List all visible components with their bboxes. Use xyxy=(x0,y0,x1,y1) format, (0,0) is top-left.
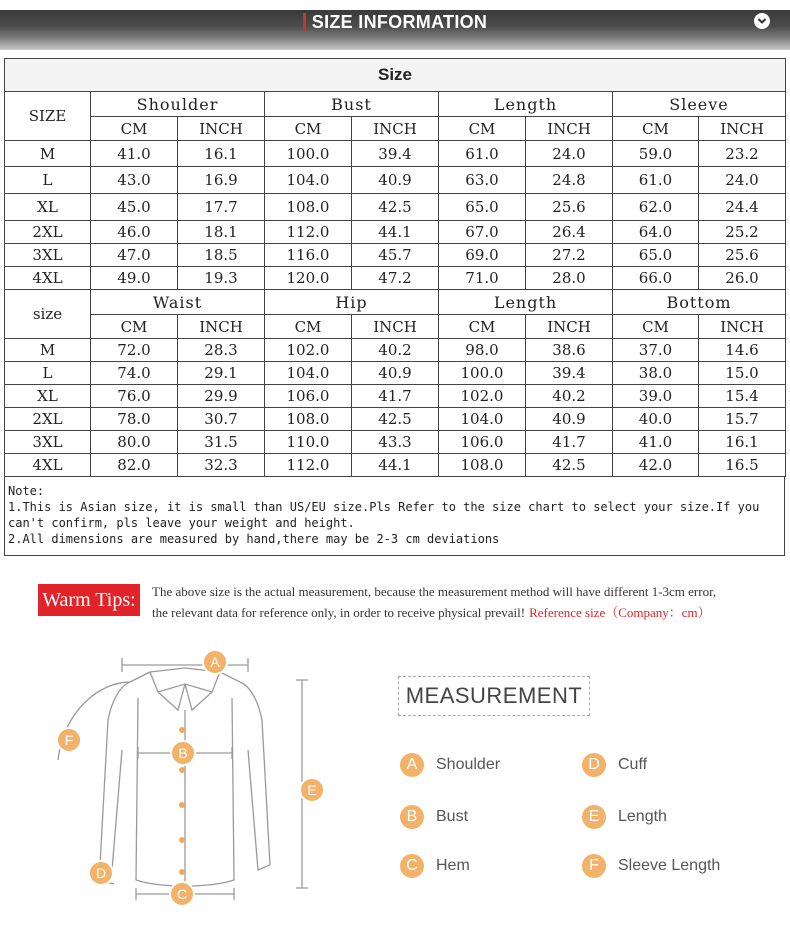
table-unit-row xyxy=(5,315,786,339)
size-cell: 4XL xyxy=(5,454,91,477)
size-cell: 4XL xyxy=(5,267,91,290)
value-cell: 16.1 xyxy=(699,431,786,454)
value-cell: 102.0 xyxy=(439,385,526,408)
marker-d xyxy=(89,861,113,885)
value-cell: 39.0 xyxy=(613,385,699,408)
svg-text:B: B xyxy=(178,745,188,761)
unit-header: INCH xyxy=(178,315,265,339)
unit-header: CM xyxy=(265,117,352,141)
value-cell: 108.0 xyxy=(439,454,526,477)
value-cell: 16.1 xyxy=(178,141,265,167)
banner-title-text: SIZE INFORMATION xyxy=(311,12,488,32)
value-cell: 61.0 xyxy=(439,141,526,167)
shirt-diagram xyxy=(40,640,360,922)
measurement-title: MEASUREMENT xyxy=(398,676,590,716)
measurement-group-header: Hip xyxy=(265,290,439,315)
unit-header: INCH xyxy=(352,315,439,339)
letter-e-icon: E xyxy=(582,805,606,829)
value-cell: 41.7 xyxy=(526,431,613,454)
unit-header: INCH xyxy=(699,315,786,339)
value-cell: 14.6 xyxy=(699,339,786,362)
legend-label: Shoulder xyxy=(436,756,501,773)
svg-text:C: C xyxy=(176,886,188,902)
value-cell: 66.0 xyxy=(613,267,699,290)
legend-label: Cuff xyxy=(618,756,648,773)
legend-item-sleeve-length xyxy=(582,852,720,880)
value-cell: 49.0 xyxy=(91,267,178,290)
size-column-header: SIZE xyxy=(5,92,91,141)
legend-item-shoulder xyxy=(400,751,500,779)
size-cell: 2XL xyxy=(5,408,91,431)
table-row xyxy=(5,221,786,244)
header-banner xyxy=(0,0,790,50)
value-cell: 26.4 xyxy=(526,221,613,244)
value-cell: 17.7 xyxy=(178,194,265,221)
value-cell: 47.0 xyxy=(91,244,178,267)
table-row xyxy=(5,141,786,167)
measurement-group-header: Length xyxy=(439,290,613,315)
unit-header: INCH xyxy=(352,117,439,141)
marker-f xyxy=(57,728,81,752)
table-header-row xyxy=(5,290,786,315)
legend-item-hem xyxy=(400,852,470,880)
table-row xyxy=(5,385,786,408)
value-cell: 25.6 xyxy=(699,244,786,267)
value-cell: 41.0 xyxy=(91,141,178,167)
value-cell: 42.5 xyxy=(352,194,439,221)
value-cell: 47.2 xyxy=(352,267,439,290)
value-cell: 112.0 xyxy=(265,221,352,244)
value-cell: 106.0 xyxy=(265,385,352,408)
table-row xyxy=(5,167,786,194)
value-cell: 116.0 xyxy=(265,244,352,267)
measurement-group-header: Length xyxy=(439,92,613,117)
size-cell: 2XL xyxy=(5,221,91,244)
chevron-down-icon[interactable] xyxy=(754,13,770,29)
table-row xyxy=(5,454,786,477)
value-cell: 39.4 xyxy=(526,362,613,385)
marker-c xyxy=(170,882,194,906)
size-table-wrapper xyxy=(4,58,785,556)
table-header-row xyxy=(5,92,786,117)
value-cell: 100.0 xyxy=(265,141,352,167)
marker-a xyxy=(203,650,227,674)
warm-tips-line2-text: the relevant data for reference only, in order to receive physical prevail! xyxy=(152,605,526,620)
value-cell: 63.0 xyxy=(439,167,526,194)
measurement-group-header: Sleeve xyxy=(613,92,786,117)
value-cell: 29.1 xyxy=(178,362,265,385)
value-cell: 40.9 xyxy=(352,167,439,194)
size-column-header: size xyxy=(5,290,91,339)
value-cell: 45.0 xyxy=(91,194,178,221)
value-cell: 15.0 xyxy=(699,362,786,385)
value-cell: 64.0 xyxy=(613,221,699,244)
unit-header: INCH xyxy=(526,117,613,141)
warm-tips-badge: Warm Tips: xyxy=(38,584,140,616)
value-cell: 25.6 xyxy=(526,194,613,221)
note-item: 1.This is Asian size, it is small than US/EU size.Pls Refer to the size chart to select your size.If you can't confirm, pls leave your weight and height. xyxy=(8,500,760,530)
value-cell: 100.0 xyxy=(439,362,526,385)
value-cell: 108.0 xyxy=(265,194,352,221)
value-cell: 104.0 xyxy=(265,167,352,194)
size-cell: XL xyxy=(5,194,91,221)
measurement-group-header: Bust xyxy=(265,92,439,117)
legend-label: Sleeve Length xyxy=(618,857,721,874)
value-cell: 16.5 xyxy=(699,454,786,477)
svg-text:E: E xyxy=(307,782,317,798)
value-cell: 106.0 xyxy=(439,431,526,454)
value-cell: 39.4 xyxy=(352,141,439,167)
value-cell: 108.0 xyxy=(265,408,352,431)
value-cell: 65.0 xyxy=(439,194,526,221)
value-cell: 40.0 xyxy=(613,408,699,431)
measurement-group-header: Shoulder xyxy=(91,92,265,117)
measurement-group-header: Waist xyxy=(91,290,265,315)
value-cell: 78.0 xyxy=(91,408,178,431)
size-cell: XL xyxy=(5,385,91,408)
value-cell: 40.2 xyxy=(526,385,613,408)
size-cell: L xyxy=(5,362,91,385)
value-cell: 61.0 xyxy=(613,167,699,194)
value-cell: 71.0 xyxy=(439,267,526,290)
size-cell: 3XL xyxy=(5,244,91,267)
table-row xyxy=(5,267,786,290)
value-cell: 44.1 xyxy=(352,221,439,244)
value-cell: 26.0 xyxy=(699,267,786,290)
value-cell: 32.3 xyxy=(178,454,265,477)
unit-header: INCH xyxy=(178,117,265,141)
legend-item-cuff xyxy=(582,751,647,779)
value-cell: 102.0 xyxy=(265,339,352,362)
value-cell: 67.0 xyxy=(439,221,526,244)
value-cell: 76.0 xyxy=(91,385,178,408)
value-cell: 38.6 xyxy=(526,339,613,362)
table-notes xyxy=(4,477,785,556)
value-cell: 41.0 xyxy=(613,431,699,454)
value-cell: 110.0 xyxy=(265,431,352,454)
value-cell: 30.7 xyxy=(178,408,265,431)
title-accent-bar xyxy=(303,13,306,31)
value-cell: 112.0 xyxy=(265,454,352,477)
note-item: 2.All dimensions are measured by hand,there may be 2-3 cm deviations xyxy=(8,532,500,546)
value-cell: 24.0 xyxy=(699,167,786,194)
value-cell: 42.5 xyxy=(526,454,613,477)
value-cell: 120.0 xyxy=(265,267,352,290)
value-cell: 44.1 xyxy=(352,454,439,477)
legend-label: Bust xyxy=(436,808,469,825)
value-cell: 31.5 xyxy=(178,431,265,454)
value-cell: 38.0 xyxy=(613,362,699,385)
banner-title xyxy=(0,12,790,33)
shirt-illustration xyxy=(40,640,360,922)
value-cell: 43.0 xyxy=(91,167,178,194)
size-cell: L xyxy=(5,167,91,194)
table-unit-row xyxy=(5,117,786,141)
value-cell: 69.0 xyxy=(439,244,526,267)
value-cell: 15.7 xyxy=(699,408,786,431)
letter-f-icon: F xyxy=(582,854,606,878)
table-row xyxy=(5,408,786,431)
marker-b xyxy=(171,741,195,765)
value-cell: 28.3 xyxy=(178,339,265,362)
value-cell: 46.0 xyxy=(91,221,178,244)
table-row xyxy=(5,339,786,362)
svg-text:D: D xyxy=(95,865,107,881)
legend-item-bust xyxy=(400,803,468,831)
unit-header: CM xyxy=(613,117,699,141)
size-cell: M xyxy=(5,141,91,167)
value-cell: 27.2 xyxy=(526,244,613,267)
value-cell: 23.2 xyxy=(699,141,786,167)
letter-c-icon: C xyxy=(400,854,424,878)
value-cell: 65.0 xyxy=(613,244,699,267)
value-cell: 24.8 xyxy=(526,167,613,194)
svg-text:F: F xyxy=(64,732,74,748)
warm-tips xyxy=(38,584,778,624)
warm-tips-line2 xyxy=(152,602,711,621)
value-cell: 40.2 xyxy=(352,339,439,362)
value-cell: 72.0 xyxy=(91,339,178,362)
warm-tips-line1: The above size is the actual measurement, because the measurement method will have different 1-3cm error, xyxy=(152,584,717,599)
reference-size-note: Reference size（Company：cm） xyxy=(529,605,711,620)
size-table xyxy=(4,58,786,477)
size-table-body xyxy=(5,59,786,477)
value-cell: 37.0 xyxy=(613,339,699,362)
legend-label: Length xyxy=(618,808,667,825)
unit-header: CM xyxy=(439,315,526,339)
value-cell: 74.0 xyxy=(91,362,178,385)
size-cell: M xyxy=(5,339,91,362)
unit-header: CM xyxy=(439,117,526,141)
note-heading: Note: xyxy=(8,484,45,498)
table-row xyxy=(5,244,786,267)
size-cell: 3XL xyxy=(5,431,91,454)
unit-header: CM xyxy=(265,315,352,339)
value-cell: 43.3 xyxy=(352,431,439,454)
value-cell: 98.0 xyxy=(439,339,526,362)
value-cell: 80.0 xyxy=(91,431,178,454)
value-cell: 18.1 xyxy=(178,221,265,244)
legend-label: Hem xyxy=(436,857,470,874)
letter-a-icon: A xyxy=(400,753,424,777)
value-cell: 42.0 xyxy=(613,454,699,477)
table-row xyxy=(5,431,786,454)
value-cell: 40.9 xyxy=(352,362,439,385)
unit-header: CM xyxy=(91,117,178,141)
value-cell: 16.9 xyxy=(178,167,265,194)
value-cell: 15.4 xyxy=(699,385,786,408)
value-cell: 24.0 xyxy=(526,141,613,167)
value-cell: 29.9 xyxy=(178,385,265,408)
unit-header: CM xyxy=(613,315,699,339)
value-cell: 42.5 xyxy=(352,408,439,431)
value-cell: 45.7 xyxy=(352,244,439,267)
unit-header: INCH xyxy=(526,315,613,339)
value-cell: 59.0 xyxy=(613,141,699,167)
table-title: Size xyxy=(5,59,786,92)
unit-header: INCH xyxy=(699,117,786,141)
measurement-group-header: Bottom xyxy=(613,290,786,315)
value-cell: 62.0 xyxy=(613,194,699,221)
value-cell: 82.0 xyxy=(91,454,178,477)
table-row xyxy=(5,194,786,221)
value-cell: 19.3 xyxy=(178,267,265,290)
value-cell: 41.7 xyxy=(352,385,439,408)
marker-e xyxy=(300,778,324,802)
value-cell: 40.9 xyxy=(526,408,613,431)
value-cell: 25.2 xyxy=(699,221,786,244)
legend-item-length xyxy=(582,803,667,831)
letter-b-icon: B xyxy=(400,805,424,829)
svg-text:A: A xyxy=(210,654,220,670)
value-cell: 104.0 xyxy=(265,362,352,385)
value-cell: 28.0 xyxy=(526,267,613,290)
letter-d-icon: D xyxy=(582,753,606,777)
value-cell: 24.4 xyxy=(699,194,786,221)
table-row xyxy=(5,362,786,385)
value-cell: 104.0 xyxy=(439,408,526,431)
value-cell: 18.5 xyxy=(178,244,265,267)
unit-header: CM xyxy=(91,315,178,339)
